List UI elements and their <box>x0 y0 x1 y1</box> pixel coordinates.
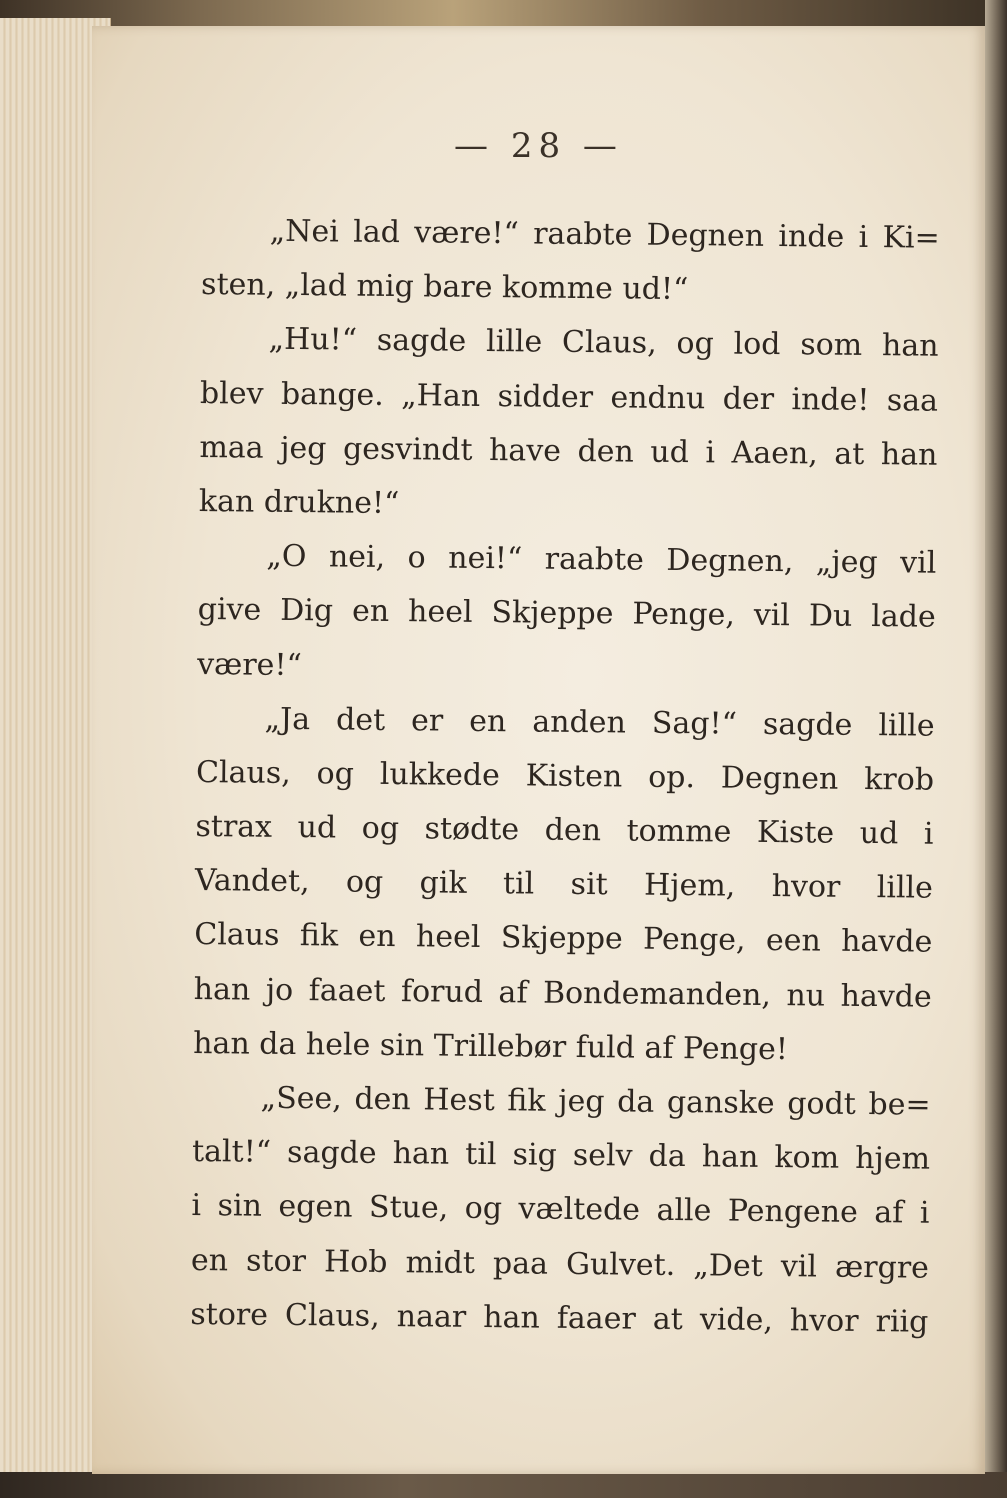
text-line: store Claus, naar han faaer at vide, hvor riig <box>190 1296 929 1340</box>
text-line: Vandet, og gik til sit Hjem, hvor lille <box>194 863 934 906</box>
book-page <box>92 26 985 1474</box>
text-line: være!“ <box>196 646 303 683</box>
page-text <box>190 204 940 1350</box>
text-line: han da hele sin Trillebør fuld af Penge! <box>193 1025 789 1067</box>
book-right-edge <box>985 0 1007 1498</box>
text-line: en stor Hob midt paa Gulvet. „Det vil ærgre <box>190 1242 930 1286</box>
text-line: Claus, og lukkede Kisten op. Degnen krob <box>195 754 935 798</box>
text-line: i sin egen Stue, og væltede alle Pengene af i <box>191 1188 930 1232</box>
book-bottom-edge <box>0 1472 1007 1498</box>
text-line: „See, den Hest fik jeg da ganske godt be= <box>260 1080 931 1123</box>
text-line: Claus fik en heel Skjeppe Penge, een havde <box>194 917 933 961</box>
text-line: han jo faaet forud af Bondemanden, nu havde <box>193 971 932 1015</box>
text-line: maa jeg gesvindt have den ud i Aaen, at han <box>199 429 938 473</box>
text-line: „Hu!“ sagde lille Claus, og lod som han <box>268 322 939 365</box>
book-top-edge <box>0 0 1007 28</box>
text-line: kan drukne!“ <box>198 483 400 522</box>
text-line: sten, „lad mig bare komme ud!“ <box>200 267 689 308</box>
page-number: — 28 — <box>454 126 623 166</box>
text-line: „Nei lad være!“ raabte Degnen inde i Ki= <box>269 213 940 256</box>
text-line: blev bange. „Han sidder endnu der inde! saa <box>199 375 939 419</box>
text-line: strax ud og stødte den tomme Kiste ud i <box>195 809 934 852</box>
text-line: „O nei, o nei!“ raabte Degnen, „jeg vil <box>266 538 937 581</box>
text-line: give Dig en heel Skjeppe Penge, vil Du lade <box>197 592 936 636</box>
text-line: „Ja det er en anden Sag!“ sagde lille <box>264 701 935 744</box>
text-line: talt!“ sagde han til sig selv da han kom hjem <box>191 1134 931 1177</box>
